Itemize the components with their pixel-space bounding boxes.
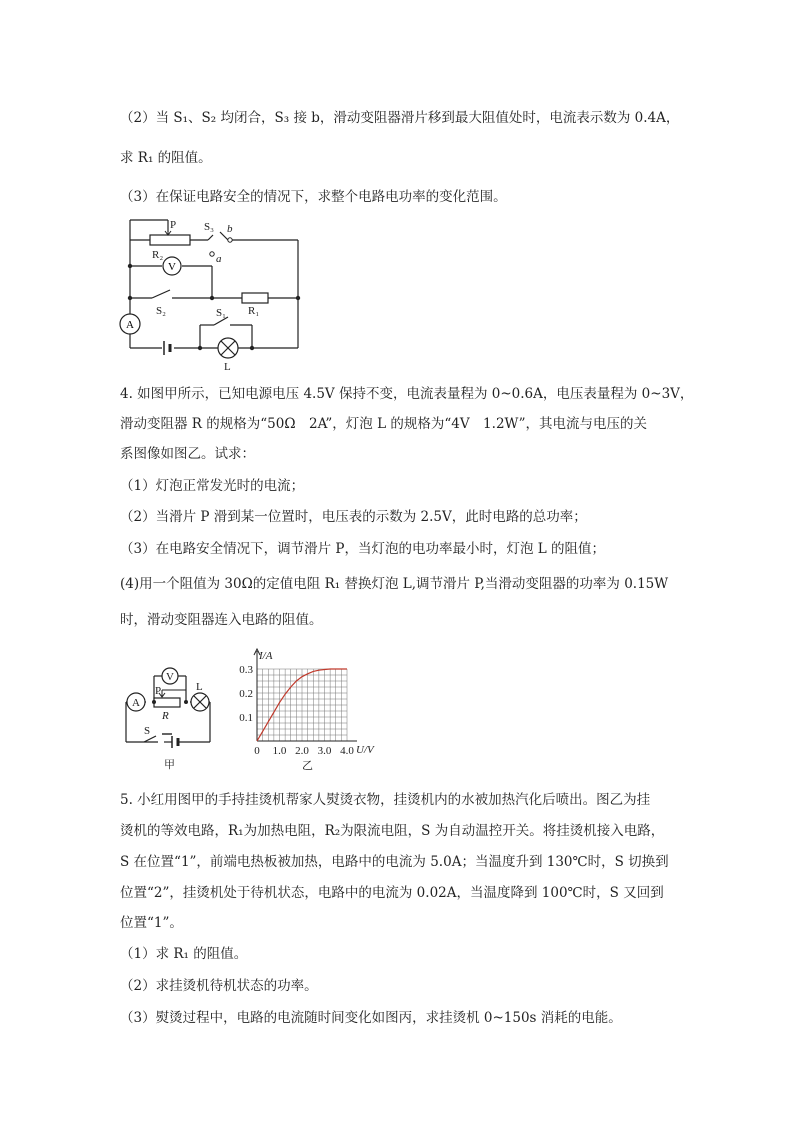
q3-part3: （3）在保证电路安全的情况下，求整个电路电功率的变化范围。 xyxy=(120,189,507,205)
q5-line-1: 5. 小红用图甲的手持挂烫机帮家人熨烫衣物，挂烫机内的水被加热汽化后喷出。图乙为挂 xyxy=(120,792,651,808)
x-tick-label: 1.0 xyxy=(272,745,287,757)
q4-iv-graph-yi xyxy=(232,645,392,775)
svg-text:P: P xyxy=(170,219,177,231)
y-tick-label: 0.3 xyxy=(239,664,253,676)
q5-line-5: 位置“1”。 xyxy=(120,915,183,931)
svg-text:R₁: R₁ xyxy=(248,305,260,317)
y-tick-label: 0.2 xyxy=(239,688,253,700)
q3-part2-line1: （2）当 S₁、S₂ 均闭合，S₃ 接 b，滑动变阻器滑片移到最大阻值处时，电流表示数为 0.4A， xyxy=(120,110,680,126)
svg-text:S₁: S₁ xyxy=(216,307,226,319)
x-tick-label: 0 xyxy=(254,745,260,757)
q4-circuit-jia xyxy=(118,660,218,772)
q5-line-2: 烫机的等效电路，R₁为加热电阻，R₂为限流电阻，S 为自动温控开关。将挂烫机接入电路， xyxy=(120,823,665,839)
y-axis-label: I/A xyxy=(259,650,273,662)
q4-line-3: 系图像如图乙。试求： xyxy=(120,446,255,462)
svg-text:V: V xyxy=(166,671,174,683)
q5-part1: （1）求 R₁ 的阻值。 xyxy=(120,946,248,962)
x-tick-label: 2.0 xyxy=(295,745,309,757)
chart-caption: 乙 xyxy=(302,760,313,772)
q4-line-1: 4. 如图甲所示，已知电源电压 4.5V 保持不变，电流表量程为 0~0.6A，电压表量程为 0~3V， xyxy=(120,386,694,402)
svg-text:R₂: R₂ xyxy=(152,249,164,261)
x-tick-label: 3.0 xyxy=(317,745,332,757)
svg-text:A: A xyxy=(126,319,134,331)
q5-line-4: 位置“2”，挂烫机处于待机状态，电路中的电流为 0.02A，当温度降到 100℃时，S 又回到 xyxy=(120,885,664,901)
q4-part4-line1: (4)用一个阻值为 30Ω的定值电阻 R₁ 替换灯泡 L,调节滑片 P,当滑动变阻器的功率为 0.15W xyxy=(120,576,669,592)
q4-part2: （2）当滑片 P 滑到某一位置时，电压表的示数为 2.5V，此时电路的总功率； xyxy=(120,509,587,525)
svg-text:S₃: S₃ xyxy=(204,221,214,233)
svg-text:P: P xyxy=(155,685,162,697)
svg-text:S₂: S₂ xyxy=(156,305,166,317)
svg-text:a: a xyxy=(216,253,222,265)
svg-text:甲: 甲 xyxy=(164,759,175,771)
q5-part3: （3）熨烫过程中，电路的电流随时间变化如图丙，求挂烫机 0~150s 消耗的电能。 xyxy=(120,1010,622,1026)
q3-circuit-diagram xyxy=(110,212,310,374)
svg-text:L: L xyxy=(224,361,231,373)
y-tick-label: 0.1 xyxy=(239,712,253,724)
svg-text:R: R xyxy=(162,710,169,722)
q4-part1: （1）灯泡正常发光时的电流； xyxy=(120,478,305,494)
q4-line-2: 滑动变阻器 R 的规格为“50Ω 2A”，灯泡 L 的规格为“4V 1.2W”，其电流与电压的关 xyxy=(120,416,648,432)
svg-text:A: A xyxy=(132,697,140,709)
svg-text:L: L xyxy=(196,681,203,693)
svg-text:S: S xyxy=(144,725,151,737)
q4-part3: （3）在电路安全情况下，调节滑片 P，当灯泡的电功率最小时，灯泡 L 的阻值； xyxy=(120,541,606,557)
q3-part2-line2: 求 R₁ 的阻值。 xyxy=(120,150,212,166)
x-tick-label: 4.0 xyxy=(340,745,354,757)
q4-part4-line2: 时，滑动变阻器连入电路的阻值。 xyxy=(120,612,323,628)
q5-part2: （2）求挂烫机待机状态的功率。 xyxy=(120,978,318,994)
x-axis-label: U/V xyxy=(356,744,374,756)
svg-text:b: b xyxy=(227,223,233,235)
q5-line-3: S 在位置“1”，前端电热板被加热，电路中的电流为 5.0A；当温度升到 130℃时，S 切换到 xyxy=(120,854,669,870)
svg-text:V: V xyxy=(168,261,176,273)
